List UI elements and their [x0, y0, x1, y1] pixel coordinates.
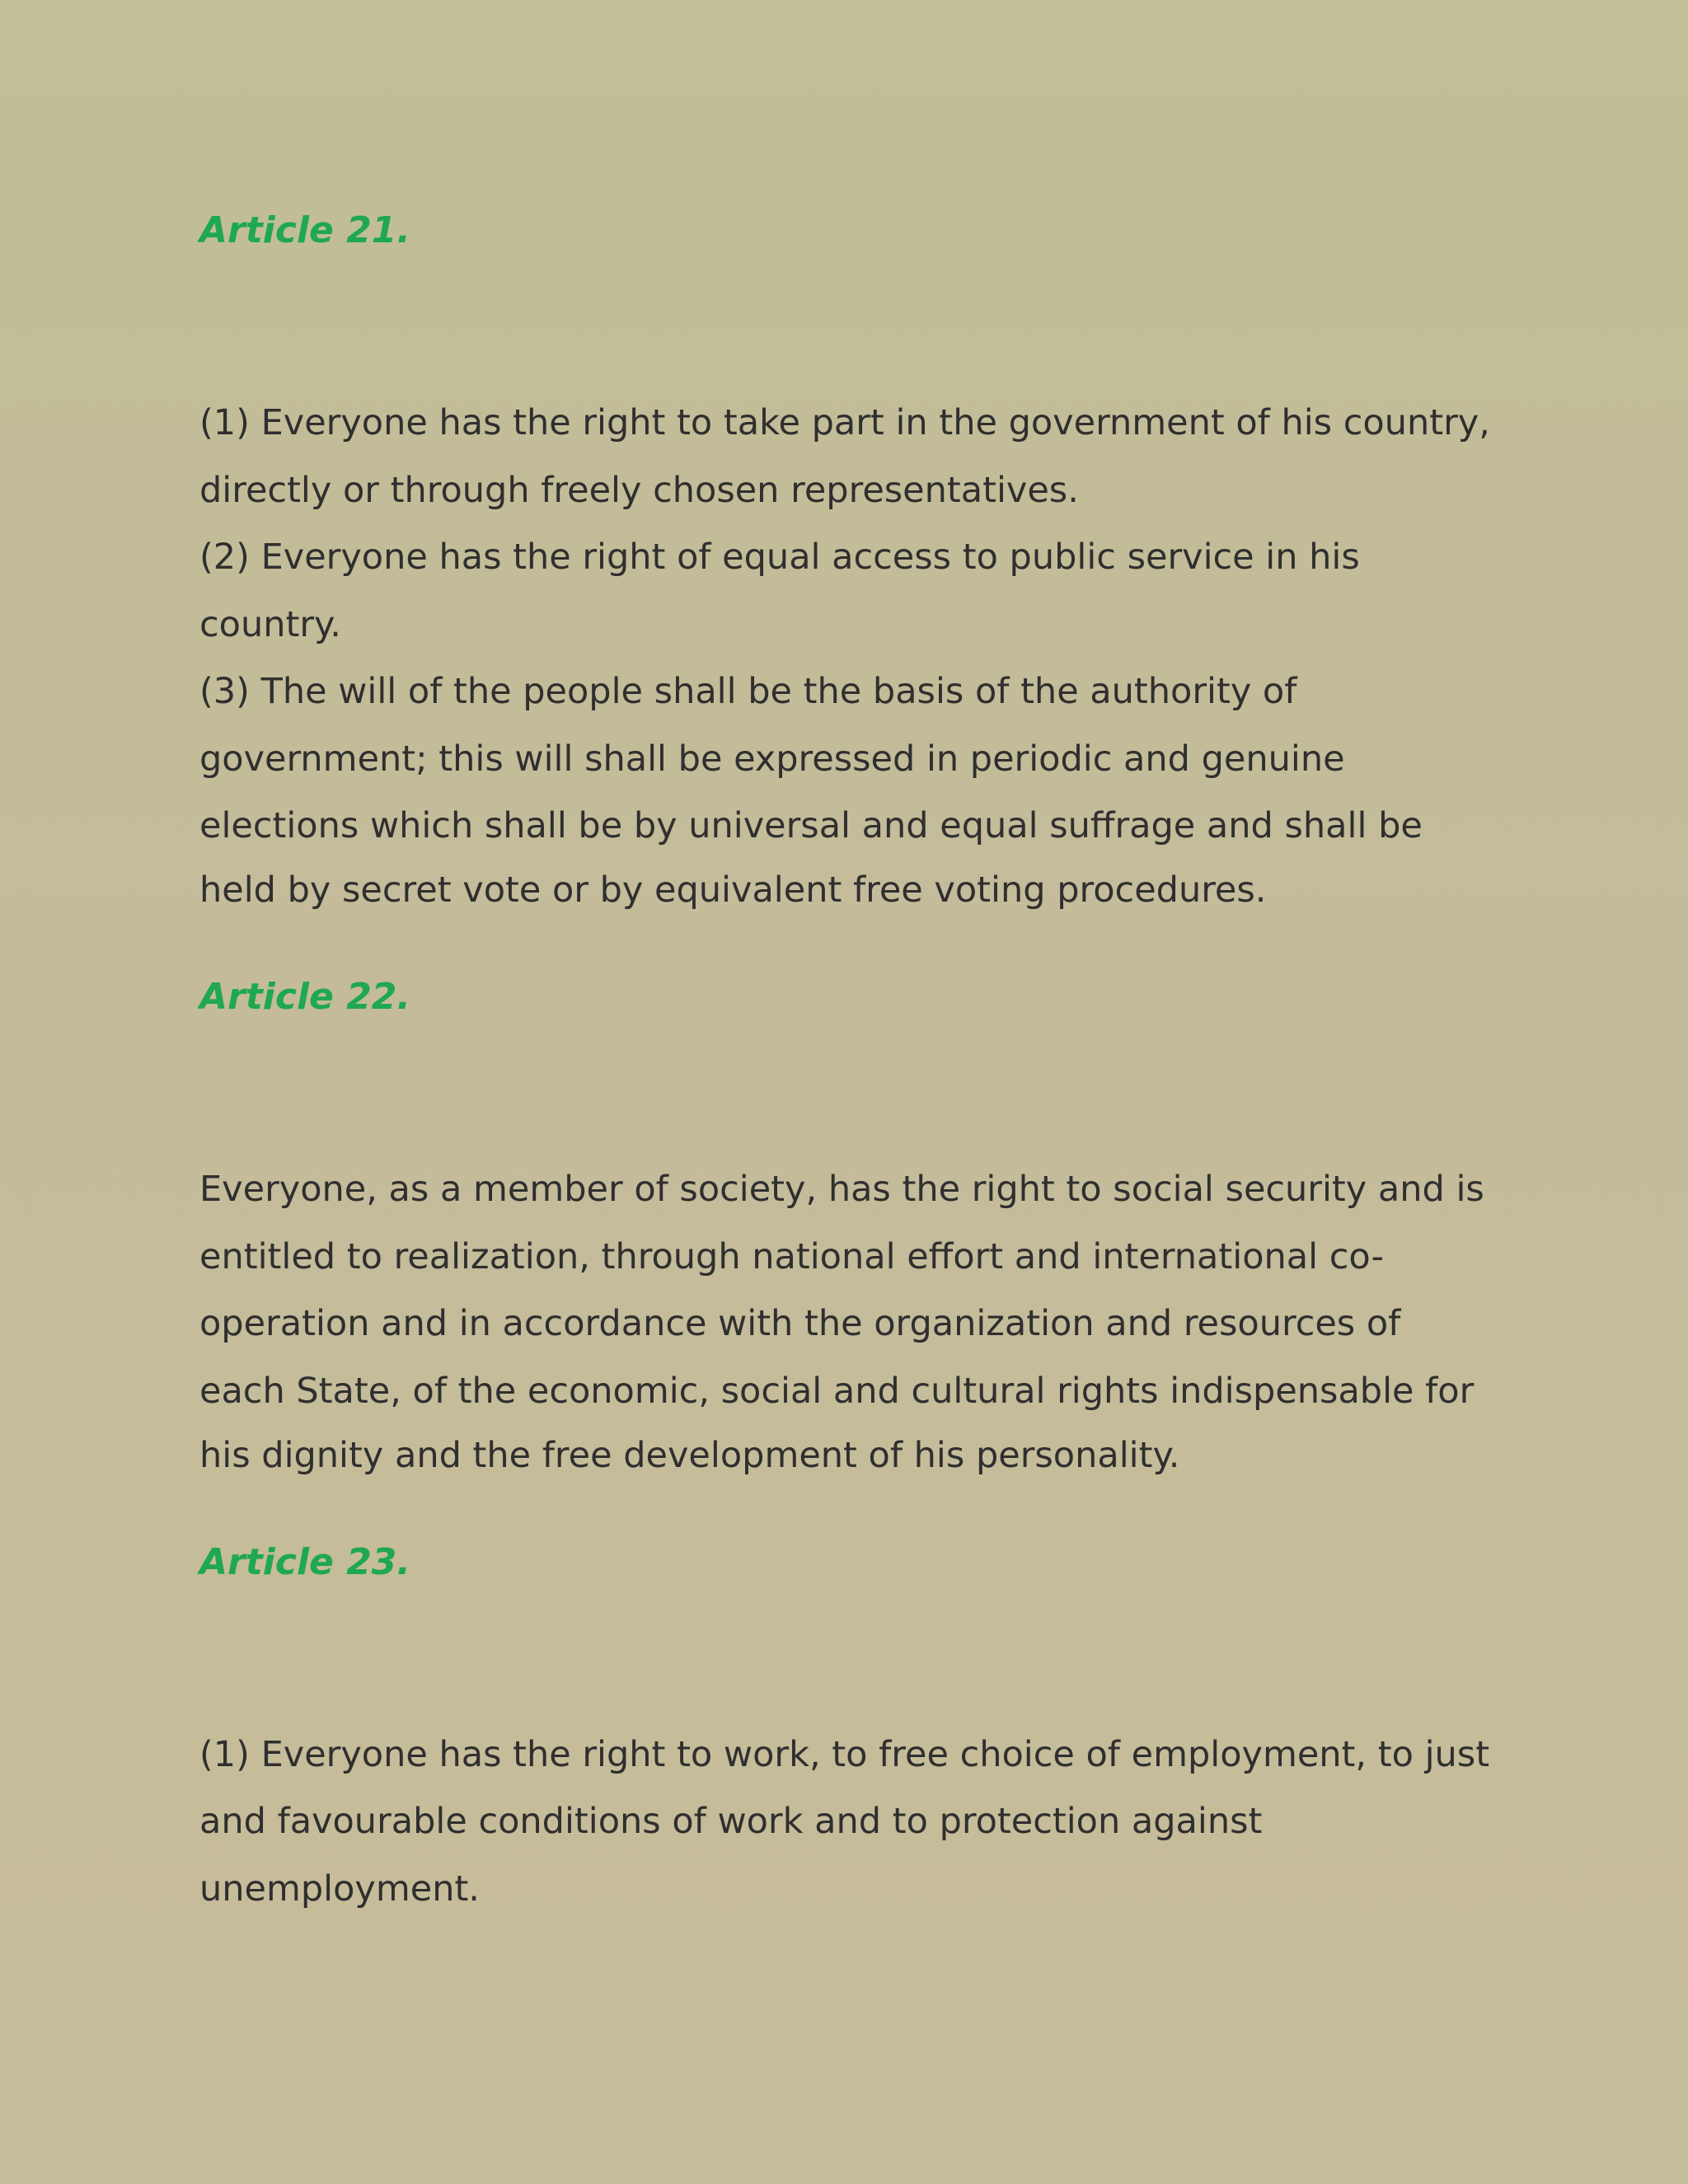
article-23-line-1: (1) Everyone has the right to work, to free choice of employment, to just — [199, 1734, 1490, 1775]
article-21-line-3: (2) Everyone has the right of equal access to public service in his — [199, 537, 1360, 578]
article-21-heading: Article 21. — [199, 209, 411, 251]
article-21-line-7: elections which shall be by universal and equal suffrage and shall be — [199, 805, 1423, 846]
article-23-heading: Article 23. — [199, 1541, 411, 1583]
article-21-line-4: country. — [199, 604, 341, 645]
article-22-heading: Article 22. — [199, 976, 411, 1018]
article-23-line-2: and favourable conditions of work and to protection against — [199, 1801, 1263, 1842]
article-23-line-3: unemployment. — [199, 1868, 480, 1910]
article-22-line-2: entitled to realization, through national effort and international co- — [199, 1236, 1384, 1277]
article-21-line-8: held by secret vote or by equivalent free voting procedures. — [199, 869, 1267, 911]
article-21-line-1: (1) Everyone has the right to take part in the government of his country, — [199, 402, 1490, 443]
article-22-line-5: his dignity and the free development of his personality. — [199, 1435, 1180, 1476]
article-21-line-2: directly or through freely chosen representatives. — [199, 470, 1079, 511]
article-21-line-5: (3) The will of the people shall be the basis of the authority of — [199, 671, 1297, 712]
article-21-line-6: government; this will shall be expressed in periodic and genuine — [199, 738, 1345, 780]
article-22-line-4: each State, of the economic, social and cultural rights indispensable for — [199, 1371, 1475, 1412]
article-22-line-1: Everyone, as a member of society, has the right to social security and is — [199, 1169, 1484, 1210]
article-22-line-3: operation and in accordance with the organization and resources of — [199, 1303, 1401, 1344]
